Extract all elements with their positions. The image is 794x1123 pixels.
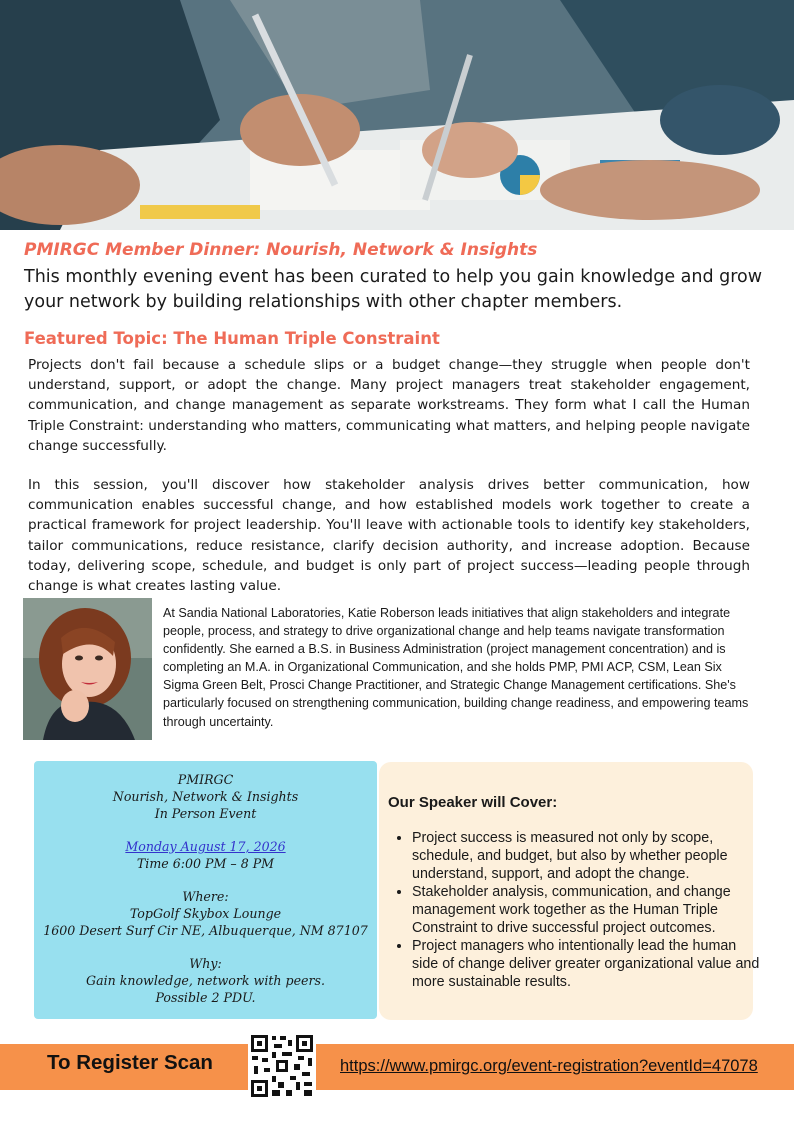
- event-details-box: [34, 761, 377, 1019]
- why-text: Gain knowledge, network with peers.: [86, 973, 325, 988]
- pdu-text: Possible 2 PDU.: [155, 990, 256, 1005]
- register-link[interactable]: https://www.pmirgc.org/event-registration?eventId=47078: [340, 1057, 758, 1075]
- speaker-portrait: [23, 598, 152, 740]
- topic-paragraph: In this session, you'll discover how stakeholder analysis drives better communication, how communication enables successful change, and how established models work together to create a practical framework for project leadership. You'll leave with actionable tools to identify key stakeholders, tailor communications, reduce resistance, clarify decision authority, and increase adoption. Because today, delivering scope, schedule, and budget is only part of project success—leading people through change is what creates lasting value.: [28, 477, 750, 595]
- event-time: Time 6:00 PM – 8 PM: [136, 856, 275, 871]
- hero-photo: [0, 0, 794, 230]
- qr-code-icon[interactable]: [248, 1032, 316, 1100]
- hero-photo-illustration: [0, 0, 794, 230]
- speaker-bio: At Sandia National Laboratories, Katie Roberson leads initiatives that align stakeholders and integrate people, process, and strategy to drive organizational change and help teams navigate transformation confidently. She earned a B.S. in Business Administration (project management concentration) and is completing an M.A. in Organizational Communication, and she holds PMP, PMI ACP, CSM, Lean Six Sigma Green Belt, Prosci Change Practitioner, and Strategic Change Management certifications. She's particularly focused on strengthening communication, building change readiness, and empowering teams through uncertainty.: [163, 606, 749, 729]
- qr-code-graphic: [248, 1032, 316, 1100]
- event-address: 1600 Desert Surf Cir NE, Albuquerque, NM 87107: [43, 923, 368, 938]
- speaker-photo: [23, 598, 152, 740]
- event-org: PMIRGC: [177, 772, 234, 787]
- register-label: To Register Scan: [47, 1051, 213, 1074]
- event-venue: TopGolf Skybox Lounge: [129, 906, 282, 921]
- list-item: • Project managers who intentionally lead the human side of change deliver greater organizational value and more sustainable results.: [412, 937, 764, 991]
- cover-list: [395, 829, 764, 991]
- topic-title: Featured Topic: The Human Triple Constraint: [24, 329, 440, 348]
- topic-paragraph: Projects don't fail because a schedule slips or a budget change—they struggle when people don't understand, support, or adopt the change. Many project managers treat stakeholder engagement, communication, and change management as separate workstreams. They form what I call the Human Triple Constraint: understanding who matters, communicating what matters, and helping people navigate change successfully.: [28, 357, 750, 454]
- event-name: Nourish, Network & Insights: [112, 789, 299, 804]
- event-format: In Person Event: [154, 806, 257, 821]
- cover-heading: Our Speaker will Cover:: [388, 794, 558, 811]
- speaker-cover-box: [379, 762, 760, 1020]
- why-label: Why:: [189, 956, 222, 971]
- event-date-link[interactable]: Monday August 17, 2026: [125, 839, 286, 854]
- where-label: Where:: [182, 889, 229, 904]
- event-title: PMIRGC Member Dinner: Nourish, Network & Insights: [24, 240, 538, 260]
- list-item: • Stakeholder analysis, communication, and change management work together as the Human Triple Constraint to drive successful project outcomes.: [412, 883, 764, 937]
- list-item: • Project success is measured not only by scope, schedule, and budget, but also by whether people understand, support, and adopt the change.: [412, 829, 764, 883]
- intro-text: This monthly evening event has been curated to help you gain knowledge and grow your network by building relationships with other chapter members.: [24, 267, 763, 312]
